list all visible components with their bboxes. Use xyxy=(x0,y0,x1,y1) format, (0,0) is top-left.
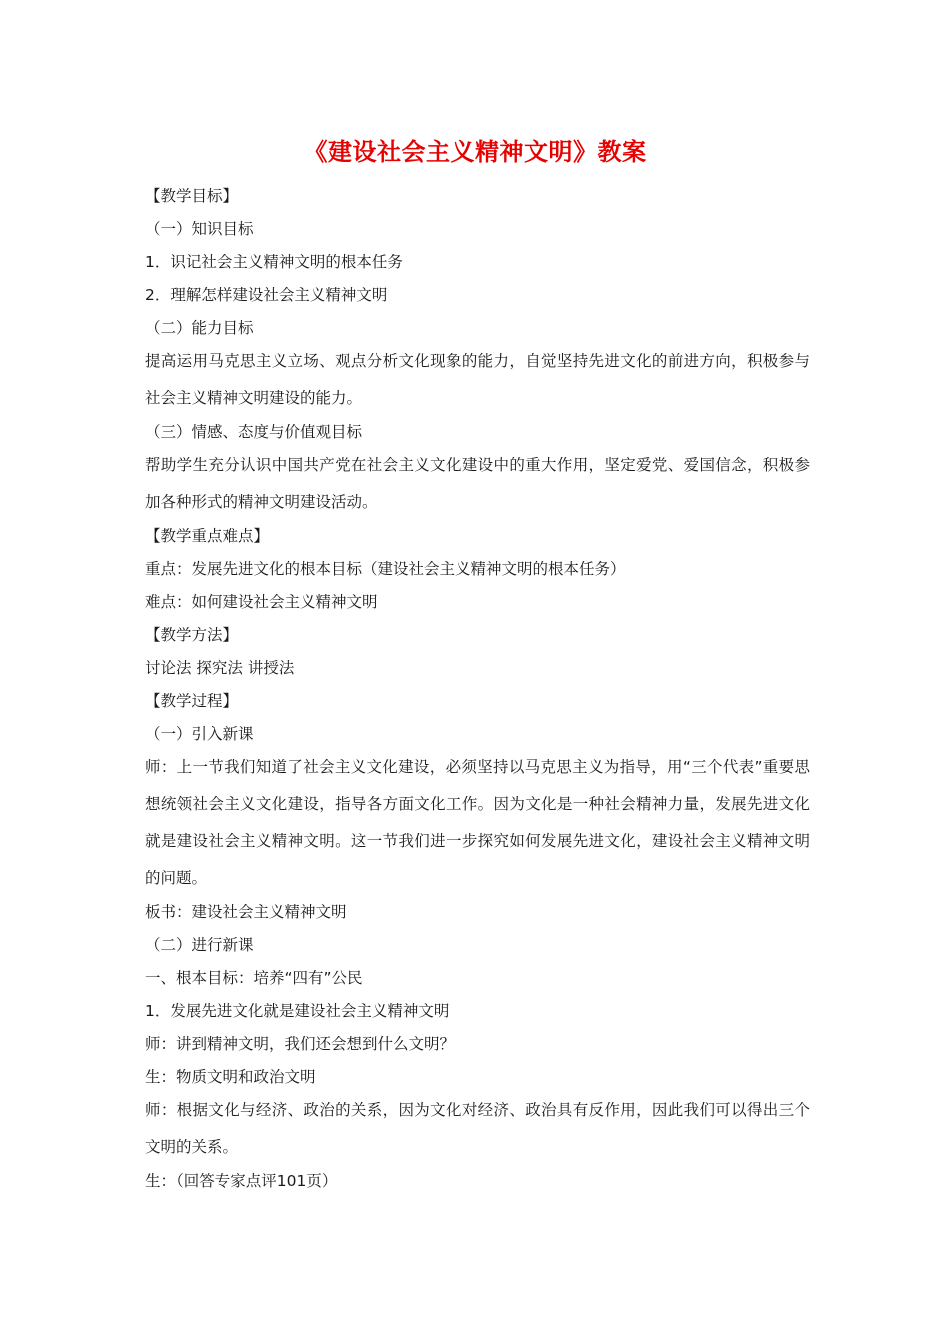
dialogue-line: 生：物质文明和政治文明 xyxy=(145,1068,316,1086)
list-item: 1．发展先进文化就是建设社会主义精神文明 xyxy=(145,1002,450,1020)
paragraph-ability: 提高运用马克思主义立场、观点分析文化现象的能力，自觉坚持先进文化的前进方向，积极参与社会主义精神文明建设的能力。 xyxy=(145,352,810,407)
subheading-values: （三）情感、态度与价值观目标 xyxy=(145,423,363,441)
section-heading-methods: 【教学方法】 xyxy=(145,626,239,644)
section-heading-process: 【教学过程】 xyxy=(145,692,239,710)
list-item: 1．识记社会主义精神文明的根本任务 xyxy=(145,253,403,271)
subheading-ability: （二）能力目标 xyxy=(145,319,254,337)
point-heading: 一、根本目标：培养“四有”公民 xyxy=(145,969,363,987)
section-heading-objectives: 【教学目标】 xyxy=(145,187,239,205)
dialogue-line: 师：讲到精神文明，我们还会想到什么文明？ xyxy=(145,1035,456,1053)
dialogue-paragraph: 师：根据文化与经济、政治的关系，因为文化对经济、政治具有反作用，因此我们可以得出三个文明的关系。 xyxy=(145,1101,810,1156)
methods-text: 讨论法 探究法 讲授法 xyxy=(145,659,295,677)
list-item: 2．理解怎样建设社会主义精神文明 xyxy=(145,286,388,304)
paragraph-values: 帮助学生充分认识中国共产党在社会主义文化建设中的重大作用，坚定爱党、爱国信念，积极参加各种形式的精神文明建设活动。 xyxy=(145,456,810,511)
difficult-point: 难点：如何建设社会主义精神文明 xyxy=(145,593,378,611)
document-title: 《建设社会主义精神文明》教案 xyxy=(303,138,647,166)
subheading-new-lesson: （二）进行新课 xyxy=(145,936,254,954)
dialogue-line: 生：（回答专家点评101页） xyxy=(145,1172,338,1190)
key-point: 重点：发展先进文化的根本目标（建设社会主义精神文明的根本任务） xyxy=(145,560,626,578)
section-heading-key-points: 【教学重点难点】 xyxy=(145,527,270,545)
document-body xyxy=(145,186,810,1204)
board-note: 板书：建设社会主义精神文明 xyxy=(145,903,347,921)
subheading-knowledge: （一）知识目标 xyxy=(145,220,254,238)
subheading-intro: （一）引入新课 xyxy=(145,725,254,743)
paragraph-intro: 师：上一节我们知道了社会主义文化建设，必须坚持以马克思主义为指导，用“三个代表”重要思想统领社会主义文化建设，指导各方面文化工作。因为文化是一种社会精神力量，发展先进文化就是建设社会主义精神文明。这一节我们进一步探究如何发展先进文化，建设社会主义精神文明的问题。 xyxy=(145,758,810,887)
